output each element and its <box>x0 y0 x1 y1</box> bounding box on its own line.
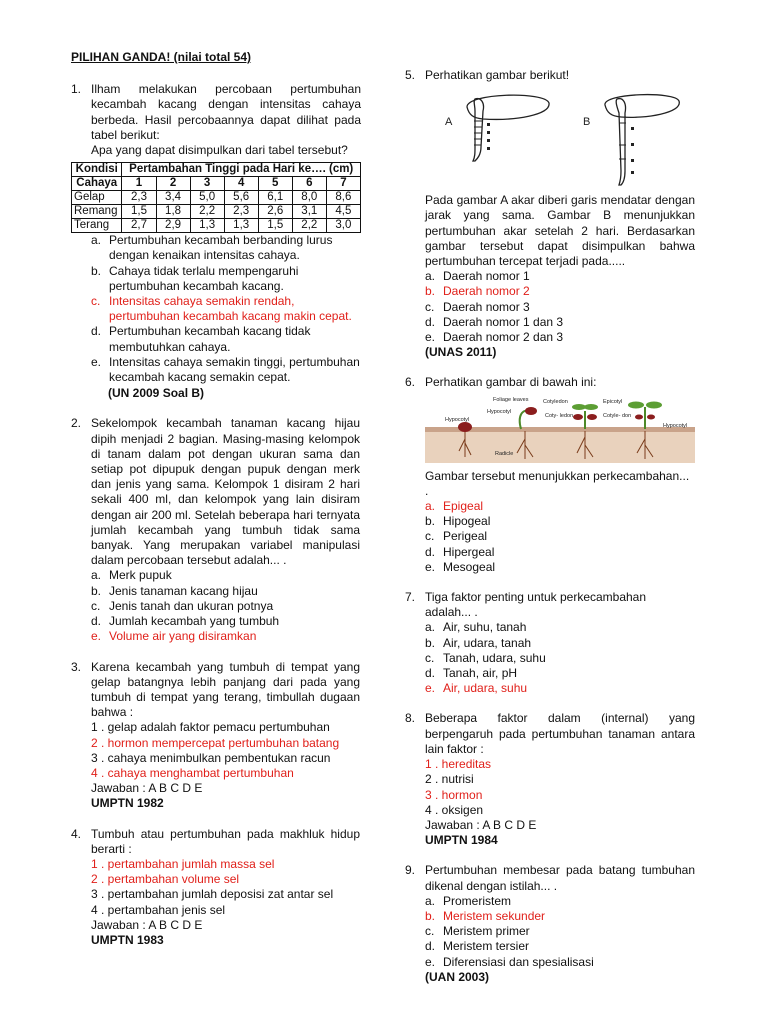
option-text: Air, udara, suhu <box>443 681 528 696</box>
cotyledon <box>525 407 537 415</box>
option-c <box>91 599 360 614</box>
table-day-header: 7 <box>326 177 360 191</box>
option-d <box>425 315 695 330</box>
table-cell: 3,1 <box>292 205 326 219</box>
options-list <box>425 269 695 345</box>
table-cell: 2,3 <box>122 191 156 205</box>
option-text: Jumlah kecambah yang tumbuh <box>109 614 280 629</box>
table-cell: 8,6 <box>326 191 360 205</box>
option-d <box>425 545 695 560</box>
question-3 <box>71 660 360 812</box>
table-cell: 1,3 <box>190 219 224 233</box>
question-stem: Sekelompok kecambah tanaman kacang hijau dipih menjadi 2 bagian. Masing-masing kelompok di tanam dalam pot dengan ukuran sama dan setiap pot dipupuk dengan pupuk dengan merk dan jenis yang sama. Kelompok 1 disiram 2 hari sekali 400 ml, dan kelompok yang lain disiram dengan air 200 ml. Setelah beberapa hari ternyata jumlah kecambah yang tumbuh tidak sama banyak. Yang merupakan variabel manipulasi dalam percobaan tersebut adalah... . <box>91 416 360 568</box>
option-letter: d. <box>425 666 436 681</box>
option-b <box>91 264 361 294</box>
option-letter: a. <box>91 233 102 248</box>
label-epicotyl: Epicotyl <box>603 398 623 405</box>
option-text: Volume air yang disiramkan <box>109 629 257 644</box>
option-text: Pertumbuhan kecambah berbanding lurus dengan kenaikan intensitas cahaya. <box>109 233 333 263</box>
label-hypocotyl-3: Hypocotyl <box>663 422 688 429</box>
option-e <box>425 560 695 575</box>
question-9 <box>405 863 695 985</box>
table-cell: 2,6 <box>258 205 292 219</box>
table-cell: 2,2 <box>292 219 326 233</box>
figure-label-a: A <box>445 116 453 129</box>
option-b <box>91 584 360 599</box>
question-stem: Tiga faktor penting untuk perkecambahan adalah... . <box>425 590 647 620</box>
table-cell: 3,4 <box>156 191 190 205</box>
option-e <box>425 681 695 696</box>
table-cell: 3,0 <box>326 219 360 233</box>
answer-choices: Jawaban : A B C D E <box>91 917 203 932</box>
option-letter: c. <box>91 294 101 309</box>
table-day-header: 2 <box>156 177 190 191</box>
label-hypocotyl-2: Hypocotyl <box>445 416 470 423</box>
option-letter: d. <box>425 939 436 954</box>
statement-item: 3 . cahaya menimbulkan pembentukan racun <box>91 750 331 765</box>
question-source: UMPTN 1983 <box>91 932 164 947</box>
option-letter: d. <box>91 324 102 339</box>
table-day-header: 5 <box>258 177 292 191</box>
question-2 <box>71 416 360 644</box>
right-column <box>405 68 695 1000</box>
option-letter: e. <box>425 681 436 696</box>
question-stem-2: Pada gambar A akar diberi garis mendatar dengan jarak yang sama. Gambar B menunjukkan pertumbuhan akar setelah 2 hari. Berdasarkan gambar tersebut dapat disimpulkan bahwa pertumbuhan tercepat terjadi pada..... <box>425 193 695 269</box>
option-a <box>91 233 361 263</box>
statement-item: 1 . pertambahan jumlah massa sel <box>91 856 275 871</box>
option-c <box>425 651 695 666</box>
option-a <box>425 269 695 284</box>
question-number: 4. <box>71 826 82 841</box>
option-text: Pertumbuhan kecambah kacang tidak membutuhkan cahaya. <box>109 324 311 354</box>
root-growth-figure <box>425 87 695 187</box>
question-number: 2. <box>71 416 82 431</box>
table-cell: 2,7 <box>122 219 156 233</box>
option-a <box>425 620 695 635</box>
statement-item: 3 . pertambahan jumlah deposisi zat antar sel <box>91 887 334 902</box>
statements-list <box>91 720 360 781</box>
options-list <box>91 568 360 644</box>
option-b <box>425 909 695 924</box>
option-letter: c. <box>91 598 101 613</box>
option-letter: d. <box>425 314 436 329</box>
option-text: Tanah, air, pH <box>443 666 518 681</box>
table-header-cahaya: Cahaya <box>72 177 122 191</box>
question-6 <box>405 375 695 575</box>
statement-item: 4 . cahaya menghambat pertumbuhan <box>91 765 294 780</box>
option-e <box>425 955 695 970</box>
option-text: Meristem sekunder <box>443 908 546 923</box>
seedling-b-drawing <box>605 95 679 185</box>
question-number: 9. <box>405 863 416 878</box>
figure-label-b: B <box>583 116 591 129</box>
option-c <box>425 300 695 315</box>
option-letter: d. <box>91 614 102 629</box>
table-cell: 4,5 <box>326 205 360 219</box>
option-text: Hipogeal <box>443 514 491 529</box>
option-letter: b. <box>425 284 436 299</box>
option-letter: b. <box>91 583 102 598</box>
option-e <box>425 330 695 345</box>
option-text: Daerah nomor 1 <box>443 269 530 284</box>
table-day-header: 3 <box>190 177 224 191</box>
option-c <box>91 294 361 324</box>
statements-list <box>91 857 360 918</box>
option-d <box>425 666 695 681</box>
table-cell: 6,1 <box>258 191 292 205</box>
table-cell: 8,0 <box>292 191 326 205</box>
table-cell: 2,3 <box>224 205 258 219</box>
statement-item: 2 . pertambahan volume sel <box>91 872 240 887</box>
table-cell: 1,3 <box>224 219 258 233</box>
statement-item: 3 . hormon <box>425 787 483 802</box>
option-text: Daerah nomor 3 <box>443 299 530 314</box>
seedling-a-drawing <box>467 95 549 161</box>
table-cell: 1,5 <box>122 205 156 219</box>
options-list <box>425 894 695 970</box>
table-row <box>72 191 361 205</box>
table-cell: 5,6 <box>224 191 258 205</box>
options-list <box>425 620 695 696</box>
option-letter: c. <box>425 529 435 544</box>
option-text: Tanah, udara, suhu <box>443 650 546 665</box>
option-c <box>425 924 695 939</box>
growth-table <box>71 162 361 233</box>
question-source: UMPTN 1984 <box>425 833 498 848</box>
statement-item: 2 . nutrisi <box>425 772 474 787</box>
option-b <box>425 284 695 299</box>
statement-item: 2 . hormon mempercepat pertumbuhan batang <box>91 735 340 750</box>
question-stem: Perhatikan gambar berikut! <box>425 68 570 82</box>
table-row <box>72 219 361 233</box>
option-e <box>91 629 360 644</box>
page-title: PILIHAN GANDA! (nilai total 54) <box>71 50 252 64</box>
seed <box>458 422 472 432</box>
option-b <box>425 514 695 529</box>
option-a <box>425 499 695 514</box>
option-letter: a. <box>91 568 102 583</box>
option-b <box>425 636 695 651</box>
statement-item: 1 . hereditas <box>425 757 492 772</box>
question-source: (UAN 2003) <box>425 969 490 984</box>
option-text: Daerah nomor 1 dan 3 <box>443 314 564 329</box>
row-label: Remang <box>72 205 122 219</box>
question-5 <box>405 68 695 360</box>
statement-item: 4 . pertambahan jenis sel <box>91 902 226 917</box>
question-stem: Perhatikan gambar di bawah ini: <box>425 375 597 390</box>
option-letter: c. <box>425 924 435 939</box>
option-text: Cahaya tidak terlalu mempengaruhi pertumbuhan kecambah kacang. <box>109 263 299 293</box>
option-text: Jenis tanaman kacang hijau <box>109 583 258 598</box>
option-letter: c. <box>425 650 435 665</box>
option-text: Daerah nomor 2 dan 3 <box>443 330 564 345</box>
option-letter: e. <box>425 330 436 345</box>
question-prompt: Apa yang dapat disimpulkan dari tabel tersebut? <box>91 143 348 158</box>
question-number: 8. <box>405 711 416 726</box>
question-number: 6. <box>405 375 416 390</box>
option-e <box>91 355 361 385</box>
option-letter: c. <box>425 299 435 314</box>
option-letter: e. <box>425 954 436 969</box>
option-c <box>425 529 695 544</box>
table-cell: 2,2 <box>190 205 224 219</box>
option-text: Daerah nomor 2 <box>443 284 530 299</box>
question-stem: Beberapa faktor dalam (internal) yang berpengaruh pada pertumbuhan tanaman antara lain faktor : <box>425 711 695 756</box>
statement-item: 1 . gelap adalah faktor pemacu pertumbuhan <box>91 720 330 735</box>
table-header-title: Pertambahan Tinggi pada Hari ke…. (cm) <box>122 163 361 177</box>
label-foliage: Foliage leaves <box>493 396 529 403</box>
option-a <box>425 894 695 909</box>
option-d <box>91 324 361 354</box>
question-stem: Karena kecambah yang tumbuh di tempat yang gelap batangnya lebih panjang dari pada yang tumbuh di tempat yang terang, timbullah dugaan bahwa : <box>91 659 360 720</box>
option-letter: b. <box>425 635 436 650</box>
option-text: Promeristem <box>443 893 512 908</box>
option-text: Meristem tersier <box>443 939 530 954</box>
row-label: Gelap <box>72 191 122 205</box>
question-source: (UNAS 2011) <box>425 345 497 360</box>
label-cotyledon-3: Cotyle- don <box>603 412 632 419</box>
option-text: Epigeal <box>443 499 484 514</box>
option-letter: e. <box>425 559 436 574</box>
table-header-kondisi: Kondisi <box>72 163 122 177</box>
option-letter: a. <box>425 499 436 514</box>
option-letter: a. <box>425 893 436 908</box>
table-day-header: 6 <box>292 177 326 191</box>
statements-list <box>425 757 695 818</box>
question-stem: Ilham melakukan percobaan pertumbuhan kecambah kacang dengan intensitas cahaya berbeda. Hasil percobaannya dapat dilihat pada tabel berikut: <box>91 82 361 142</box>
row-label: Terang <box>72 219 122 233</box>
option-text: Intensitas cahaya semakin tinggi, pertumbuhan kecambah kacang semakin cepat. <box>109 354 360 385</box>
statement-item: 4 . oksigen <box>425 802 484 817</box>
options-list <box>425 499 695 575</box>
option-letter: e. <box>91 354 102 369</box>
options-list <box>91 233 361 385</box>
table-cell: 2,9 <box>156 219 190 233</box>
option-text: Mesogeal <box>443 559 496 574</box>
option-text: Perigeal <box>443 529 488 544</box>
question-stem: Pertumbuhan membesar pada batang tumbuhan dikenal dengan istilah... . <box>425 863 695 893</box>
option-text: Merk pupuk <box>109 568 172 583</box>
table-day-header: 1 <box>122 177 156 191</box>
option-letter: b. <box>425 908 436 923</box>
option-letter: b. <box>425 514 436 529</box>
question-4 <box>71 827 360 949</box>
question-number: 1. <box>71 82 82 97</box>
label-cotyledon-2: Coty- ledon <box>545 412 574 419</box>
answer-choices: Jawaban : A B C D E <box>425 817 537 832</box>
germination-figure <box>425 395 695 463</box>
question-source: (UN 2009 Soal B) <box>108 386 205 401</box>
table-cell: 1,8 <box>156 205 190 219</box>
question-source: UMPTN 1982 <box>91 796 164 811</box>
table-cell: 5,0 <box>190 191 224 205</box>
table-cell: 1,5 <box>258 219 292 233</box>
table-day-header: 4 <box>224 177 258 191</box>
label-hypocotyl-1: Hypocotyl <box>487 408 512 415</box>
option-text: Diferensiasi dan spesialisasi <box>443 954 594 969</box>
option-text: Meristem primer <box>443 924 530 939</box>
question-number: 5. <box>405 68 416 82</box>
option-text: Hipergeal <box>443 544 495 559</box>
question-stem: Tumbuh atau pertumbuhan pada makhluk hidup berarti : <box>91 826 360 856</box>
option-letter: a. <box>425 269 436 284</box>
option-letter: a. <box>425 620 436 635</box>
question-number: 7. <box>405 590 416 605</box>
option-letter: e. <box>91 629 102 644</box>
option-text: Air, suhu, tanah <box>443 620 527 635</box>
question-number: 3. <box>71 659 82 674</box>
option-d <box>425 939 695 954</box>
option-letter: b. <box>91 263 102 278</box>
left-column <box>71 50 360 963</box>
question-stem-2: Gambar tersebut menunjukkan perkecambahan... . <box>425 468 690 498</box>
option-text: Jenis tanah dan ukuran potnya <box>109 598 274 613</box>
table-row <box>72 205 361 219</box>
option-letter: d. <box>425 544 436 559</box>
option-d <box>91 614 360 629</box>
question-8 <box>405 711 695 848</box>
label-radicle: Radicle <box>495 450 514 457</box>
option-a <box>91 568 360 583</box>
question-7 <box>405 590 695 696</box>
answer-choices: Jawaban : A B C D E <box>91 781 203 796</box>
label-cotyledon: Cotyledon <box>543 398 568 405</box>
option-text: Air, udara, tanah <box>443 635 532 650</box>
question-1 <box>71 82 360 401</box>
option-text: Intensitas cahaya semakin rendah, pertumbuhan kecambah kacang makin cepat. <box>109 294 352 324</box>
